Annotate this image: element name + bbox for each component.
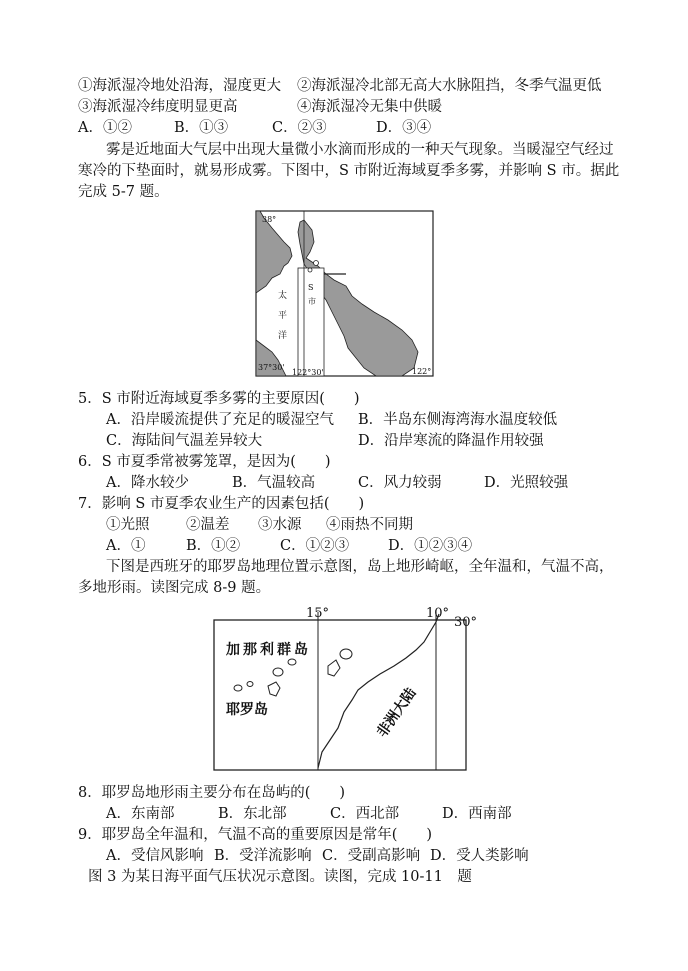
q8-stem: 8．耶罗岛地形雨主要分布在岛屿的( ): [78, 785, 346, 801]
passage2-line2: 多地形雨。读图完成 8-9 题。: [78, 580, 271, 596]
passage1-line3: 完成 5-7 题。: [78, 184, 169, 200]
ocean-char-3: 洋: [278, 331, 288, 341]
lon-left-label: 15°: [306, 606, 330, 621]
q9-choice-c: C．受副高影响: [322, 848, 421, 864]
q6-choice-a: A．降水较少: [106, 475, 189, 491]
q7-item-2: ②温差: [186, 517, 230, 533]
q9-choice-a: A．受信风影响: [106, 848, 204, 864]
q7-item-4: ④雨热不同期: [326, 517, 413, 533]
q5-choice-c: C．海陆间气温差异较大: [106, 433, 263, 449]
city-char-1: S: [308, 283, 314, 292]
q9-stem: 9．耶罗岛全年温和，气温不高的重要原因是常年( ): [78, 827, 433, 843]
option-4: ④海派湿冷无集中供暖: [297, 99, 442, 115]
q9-choice-b: B．受洋流影响: [214, 848, 312, 864]
option-2: ②海派湿冷北部无高大水脉阻挡，冬季气温更低: [297, 78, 602, 94]
city-char-2: 市: [308, 297, 316, 306]
continent-label: 非洲大陆: [374, 685, 420, 741]
s-city-map: [252, 208, 437, 380]
q6-stem: 6．S 市夏季常被雾笼罩，是因为( ): [78, 454, 331, 470]
q5-choice-a: A．沿岸暖流提供了充足的暖湿空气: [106, 412, 334, 428]
q7-stem: 7．影响 S 市夏季农业生产的因素包括( ): [78, 496, 365, 512]
footer-prompt: 图 3 为某日海平面气压状况示意图。读图，完成 10-11 题: [88, 869, 472, 885]
lon-right-label: 122°: [412, 367, 432, 376]
island-label: 耶罗岛: [226, 702, 268, 718]
q6-choice-c: C．风力较弱: [358, 475, 442, 491]
choice-c: C．②③: [272, 120, 327, 136]
choice-d: D．③④: [376, 120, 432, 136]
passage1-line1: 雾是近地面大气层中出现大量微小水滴而形成的一种天气现象。当暖湿空气经过: [106, 142, 614, 158]
ocean-char-2: 平: [278, 311, 288, 321]
choice-a: A．①②: [78, 120, 132, 136]
lat-bottom-label: 37°30': [258, 363, 285, 372]
q7-choice-b: B．①②: [186, 538, 241, 554]
q7-choice-a: A．①: [106, 538, 146, 554]
option-3: ③海派湿冷纬度明显更高: [78, 99, 238, 115]
island-7: [247, 682, 253, 687]
passage2-line1: 下图是西班牙的耶罗岛地理位置示意图，岛上地形崎岖，全年温和，气温不高，: [106, 559, 614, 575]
q5-stem: 5．S 市附近海域夏季多雾的主要原因( ): [78, 391, 360, 407]
lon-mid-label: 122°30': [292, 368, 324, 377]
q8-choice-a: A．东南部: [106, 806, 175, 822]
q5-choice-d: D．沿岸寒流的降温作用较强: [358, 433, 544, 449]
hierro-island-map: [208, 602, 488, 778]
option-1: ①海派湿冷地处沿海，湿度更大: [78, 78, 281, 94]
island-2: [288, 659, 296, 665]
q8-choice-c: C．西北部: [330, 806, 400, 822]
ocean-char-1: 太: [278, 291, 288, 301]
q5-choice-b: B．半岛东侧海湾海水温度较低: [358, 412, 558, 428]
q7-item-3: ③水源: [258, 517, 302, 533]
q9-choice-d: D．受人类影响: [430, 848, 529, 864]
passage1-line2: 寒冷的下垫面时，就易形成雾。下图中，S 市附近海域夏季多雾，并影响 S 市。据此: [78, 163, 620, 179]
q7-choice-c: C．①②③: [280, 538, 350, 554]
island-6: [234, 685, 242, 691]
lat-label: 30°: [454, 615, 478, 630]
lat-top-label: 38°: [262, 215, 277, 224]
q7-item-1: ①光照: [106, 517, 150, 533]
q8-choice-b: B．东北部: [218, 806, 287, 822]
islands-label: 加那利群岛: [226, 642, 311, 658]
island-5: [340, 649, 352, 659]
q6-choice-d: D．光照较强: [484, 475, 569, 491]
q6-choice-b: B．气温较高: [232, 475, 316, 491]
choice-b: B．①③: [174, 120, 229, 136]
q8-choice-d: D．西南部: [442, 806, 512, 822]
q7-choice-d: D．①②③④: [388, 538, 473, 554]
island-1: [273, 668, 283, 676]
lon-right-label: 10°: [426, 606, 450, 621]
